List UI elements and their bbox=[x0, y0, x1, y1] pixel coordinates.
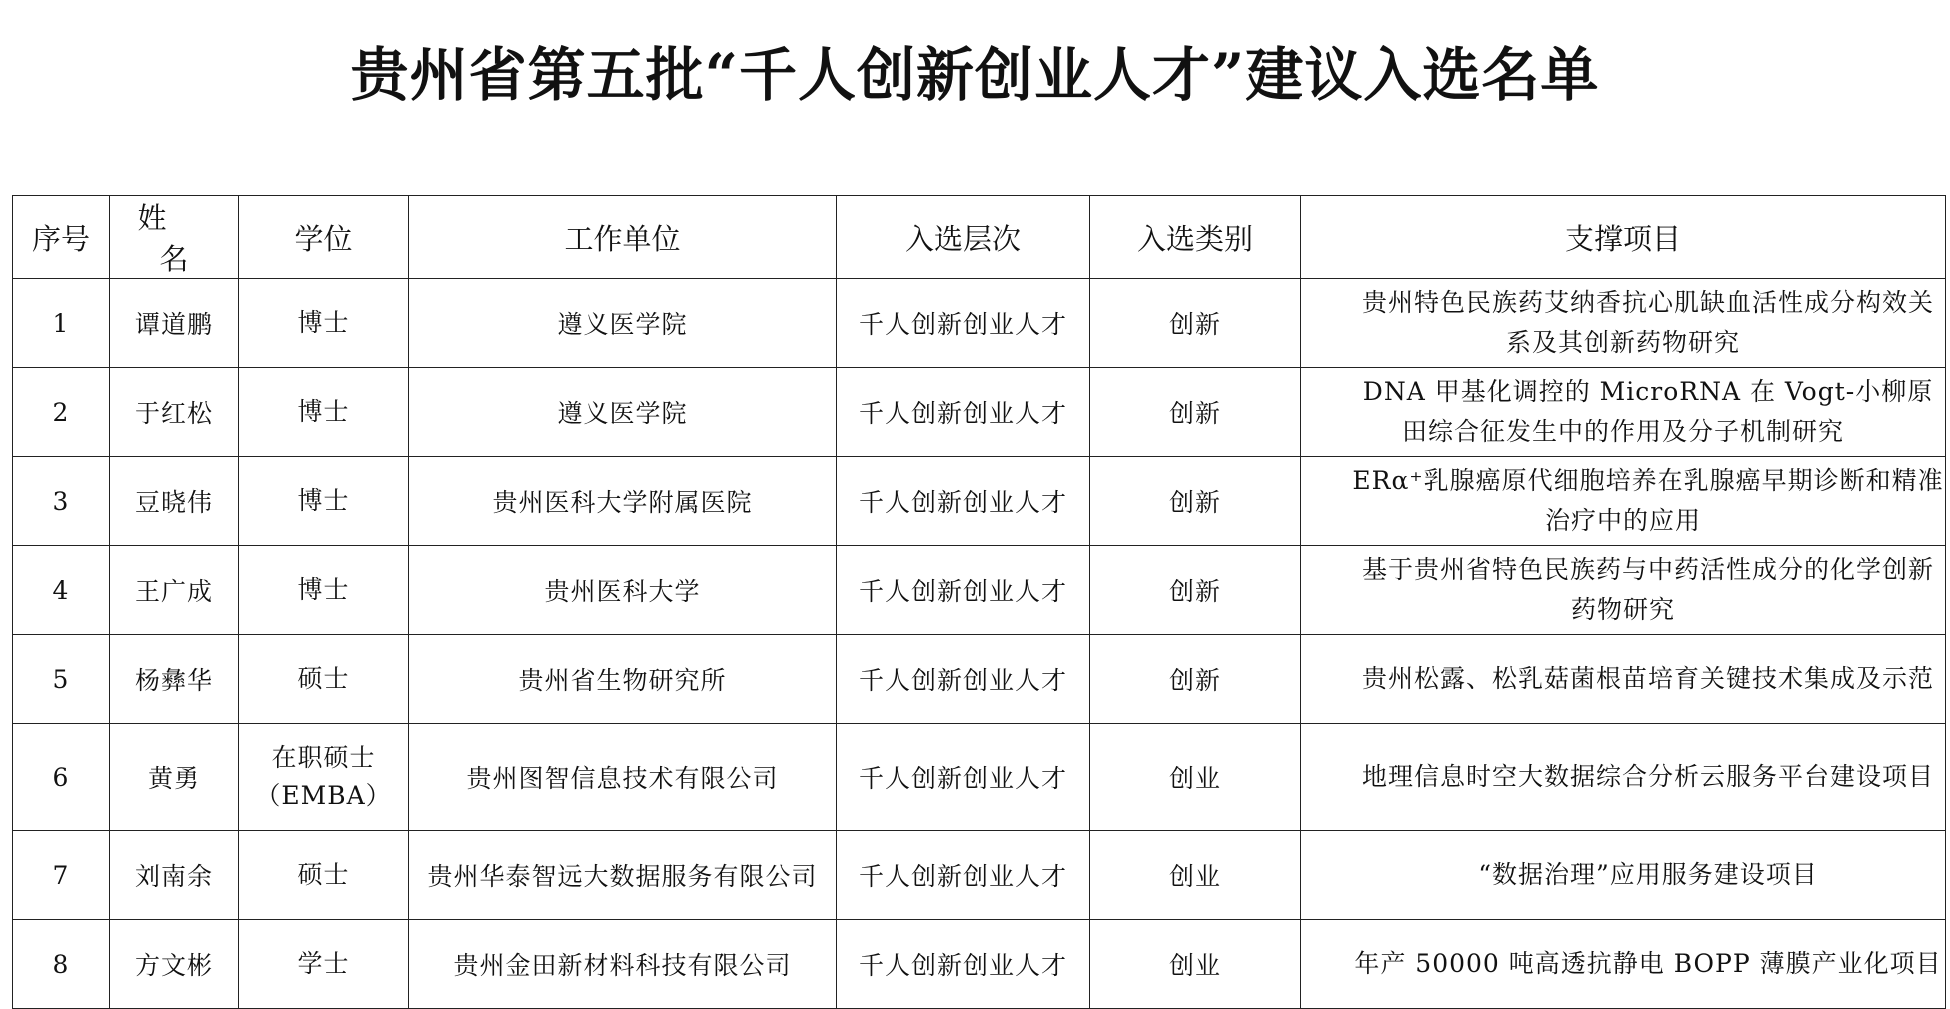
cell-project bbox=[1301, 724, 1946, 831]
header-degree: 学位 bbox=[239, 196, 409, 279]
cell-unit: 贵州医科大学 bbox=[409, 546, 837, 635]
table-row bbox=[13, 457, 1946, 546]
cell-category: 创新 bbox=[1090, 546, 1301, 635]
cell-degree bbox=[239, 457, 409, 546]
cell-category: 创业 bbox=[1090, 920, 1301, 1009]
degree-text: 硕士 bbox=[297, 664, 350, 693]
cell-no: 1 bbox=[13, 279, 110, 368]
degree-text: 博士 bbox=[297, 308, 350, 337]
project-text: 基于贵州省特色民族药与中药活性成分的化学创新药物研究 bbox=[1361, 555, 1934, 624]
cell-no: 4 bbox=[13, 546, 110, 635]
cell-unit: 贵州医科大学附属医院 bbox=[409, 457, 837, 546]
cell-unit: 贵州金田新材料科技有限公司 bbox=[409, 920, 837, 1009]
cell-category: 创新 bbox=[1090, 279, 1301, 368]
cell-unit: 遵义医学院 bbox=[409, 279, 837, 368]
project-text: ERα⁺乳腺癌原代细胞培养在乳腺癌早期诊断和精准治疗中的应用 bbox=[1352, 466, 1944, 535]
degree-text: 博士 bbox=[297, 486, 350, 515]
cell-level: 千人创新创业人才 bbox=[837, 546, 1090, 635]
project-text: “数据治理”应用服务建设项目 bbox=[1478, 860, 1818, 889]
cell-name: 方文彬 bbox=[110, 920, 239, 1009]
cell-no: 8 bbox=[13, 920, 110, 1009]
document-title: 贵州省第五批“千人创新创业人才”建议入选名单 bbox=[350, 41, 1600, 109]
cell-level: 千人创新创业人才 bbox=[837, 724, 1090, 831]
cell-name: 刘南余 bbox=[110, 831, 239, 920]
cell-unit: 贵州省生物研究所 bbox=[409, 635, 837, 724]
cell-degree bbox=[239, 546, 409, 635]
cell-category: 创新 bbox=[1090, 635, 1301, 724]
cell-name: 豆晓伟 bbox=[110, 457, 239, 546]
project-text: 贵州松露、松乳菇菌根苗培育关键技术集成及示范 bbox=[1361, 664, 1934, 693]
cell-unit: 贵州图智信息技术有限公司 bbox=[409, 724, 837, 831]
cell-level: 千人创新创业人才 bbox=[837, 368, 1090, 457]
project-text: 贵州特色民族药艾纳香抗心肌缺血活性成分构效关系及其创新药物研究 bbox=[1361, 288, 1934, 357]
table-row bbox=[13, 920, 1946, 1009]
cell-project bbox=[1301, 831, 1946, 920]
degree-text: 博士 bbox=[297, 397, 350, 426]
cell-project bbox=[1301, 920, 1946, 1009]
degree-subtext: （EMBA） bbox=[255, 781, 392, 810]
cell-category: 创业 bbox=[1090, 724, 1301, 831]
cell-name: 谭道鹏 bbox=[110, 279, 239, 368]
cell-no: 6 bbox=[13, 724, 110, 831]
header-level: 入选层次 bbox=[837, 196, 1090, 279]
cell-level: 千人创新创业人才 bbox=[837, 920, 1090, 1009]
cell-level: 千人创新创业人才 bbox=[837, 831, 1090, 920]
cell-category: 创新 bbox=[1090, 368, 1301, 457]
degree-text: 在职硕士 bbox=[271, 743, 376, 772]
cell-level: 千人创新创业人才 bbox=[837, 457, 1090, 546]
degree-text: 学士 bbox=[297, 949, 350, 978]
cell-degree bbox=[239, 279, 409, 368]
project-text: DNA 甲基化调控的 MicroRNA 在 Vogt-小柳原田综合征发生中的作用及分子机制研究 bbox=[1362, 377, 1934, 446]
cell-project bbox=[1301, 368, 1946, 457]
table-row bbox=[13, 546, 1946, 635]
cell-unit: 遵义医学院 bbox=[409, 368, 837, 457]
project-text: 地理信息时空大数据综合分析云服务平台建设项目 bbox=[1361, 762, 1934, 791]
cell-project bbox=[1301, 546, 1946, 635]
degree-text: 博士 bbox=[297, 575, 350, 604]
table-row bbox=[13, 368, 1946, 457]
header-no: 序号 bbox=[13, 196, 110, 279]
cell-name: 黄勇 bbox=[110, 724, 239, 831]
cell-no: 2 bbox=[13, 368, 110, 457]
cell-degree bbox=[239, 724, 409, 831]
header-name bbox=[110, 196, 239, 279]
cell-level: 千人创新创业人才 bbox=[837, 635, 1090, 724]
cell-unit: 贵州华泰智远大数据服务有限公司 bbox=[409, 831, 837, 920]
cell-degree bbox=[239, 920, 409, 1009]
cell-project bbox=[1301, 635, 1946, 724]
cell-project bbox=[1301, 279, 1946, 368]
header-unit: 工作单位 bbox=[409, 196, 837, 279]
table-row bbox=[13, 635, 1946, 724]
cell-category: 创业 bbox=[1090, 831, 1301, 920]
header-name-label: 姓名 bbox=[137, 201, 233, 276]
cell-name: 王广成 bbox=[110, 546, 239, 635]
project-text: 年产 50000 吨高透抗静电 BOPP 薄膜产业化项目 bbox=[1354, 949, 1942, 978]
cell-category: 创新 bbox=[1090, 457, 1301, 546]
cell-no: 3 bbox=[13, 457, 110, 546]
table-row bbox=[13, 279, 1946, 368]
cell-level: 千人创新创业人才 bbox=[837, 279, 1090, 368]
cell-project bbox=[1301, 457, 1946, 546]
table-header-row bbox=[13, 196, 1946, 279]
degree-text: 硕士 bbox=[297, 860, 350, 889]
cell-name: 于红松 bbox=[110, 368, 239, 457]
cell-no: 5 bbox=[13, 635, 110, 724]
cell-degree bbox=[239, 831, 409, 920]
table-row bbox=[13, 831, 1946, 920]
header-project: 支撑项目 bbox=[1301, 196, 1946, 279]
cell-degree bbox=[239, 368, 409, 457]
table-row bbox=[13, 724, 1946, 831]
cell-degree bbox=[239, 635, 409, 724]
cell-name: 杨彝华 bbox=[110, 635, 239, 724]
cell-no: 7 bbox=[13, 831, 110, 920]
header-category: 入选类别 bbox=[1090, 196, 1301, 279]
candidate-table bbox=[12, 195, 1946, 1009]
